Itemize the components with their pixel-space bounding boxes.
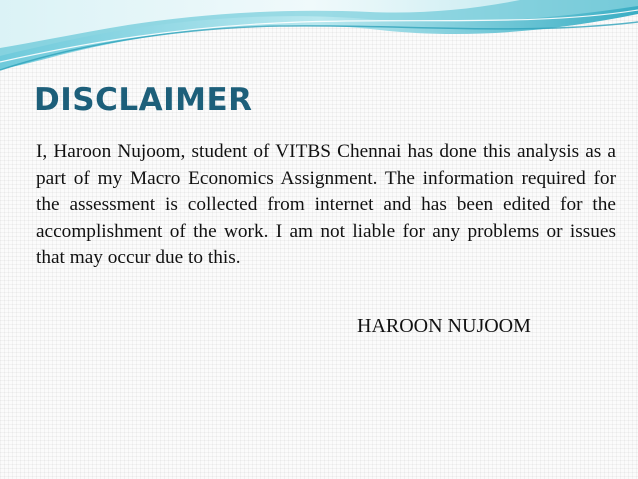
disclaimer-text: I, Haroon Nujoom, student of VITBS Chennai has done this analysis as a part of my Macro Economics Assignment. The information required for the assessment is collected from internet and has been edited for the accomplishment of the work. I am not liable for any problems or issues that may occur due to this. [36, 141, 616, 269]
header-wave-decoration [0, 0, 638, 80]
signature: HAROON NUJOOM [357, 315, 531, 337]
slide-title: DISCLAIMER [34, 82, 253, 118]
